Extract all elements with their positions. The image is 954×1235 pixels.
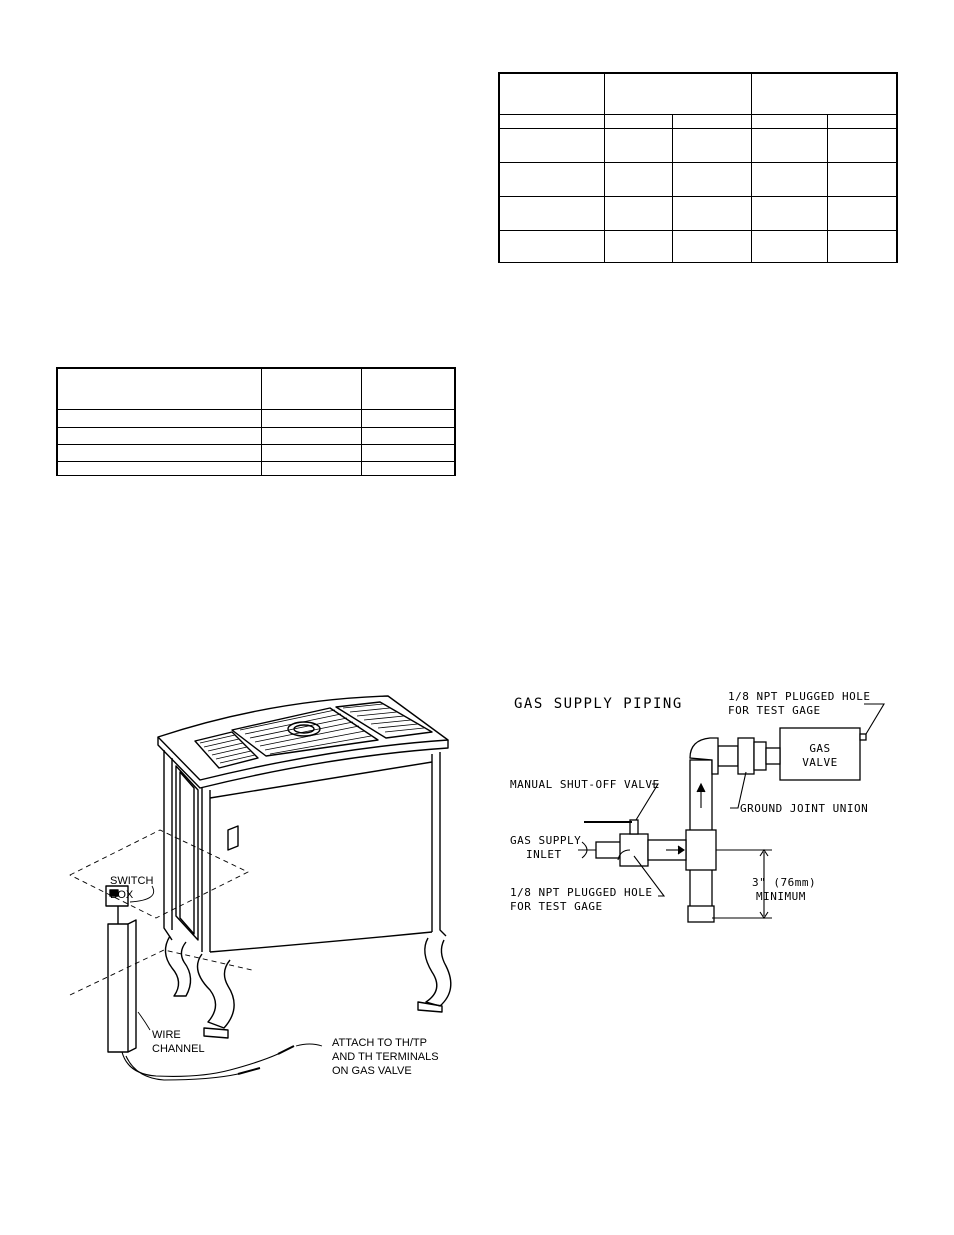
- piping-title: GAS SUPPLY PIPING: [514, 696, 683, 712]
- table-row: [500, 163, 897, 197]
- table-row: [500, 129, 897, 163]
- table-row: [58, 428, 455, 445]
- table-row: [58, 410, 455, 428]
- attach-label: AND TH TERMINALS: [332, 1051, 439, 1063]
- wire-channel-label: WIRE: [152, 1029, 181, 1041]
- table-header-cell: [605, 74, 752, 115]
- table-header-cell: [262, 369, 361, 410]
- gas-supply-inlet-label: GAS SUPPLY: [510, 834, 582, 847]
- table-row: [58, 462, 455, 476]
- heater-wiring-figure: [60, 690, 460, 1090]
- plugged-hole-bottom-label: 1/8 NPT PLUGGED HOLE: [510, 886, 653, 899]
- table-header-cell: [361, 369, 454, 410]
- plugged-hole-bottom-label: FOR TEST GAGE: [510, 900, 603, 913]
- minimum-label: 3" (76mm): [752, 876, 817, 889]
- table-row: [500, 231, 897, 263]
- table-header-cell: [500, 74, 605, 115]
- minimum-label: MINIMUM: [756, 890, 806, 903]
- manual-shutoff-label: MANUAL SHUT-OFF VALVE: [510, 778, 660, 791]
- table-row: [58, 445, 455, 462]
- wire-channel-label: CHANNEL: [152, 1043, 205, 1055]
- gas-valve-label: VALVE: [802, 756, 838, 769]
- gas-valve-label: GAS: [809, 742, 831, 755]
- attach-label: ATTACH TO TH/TP: [332, 1037, 427, 1049]
- gas-supply-piping-figure: [500, 680, 900, 940]
- switch-box-label: SWITCH: [110, 875, 154, 887]
- plugged-hole-top-label: FOR TEST GAGE: [728, 704, 821, 717]
- plugged-hole-top-label: 1/8 NPT PLUGGED HOLE: [728, 690, 871, 703]
- gas-supply-inlet-label: INLET: [526, 848, 562, 861]
- specification-table-left: [56, 367, 456, 476]
- table-row: [500, 197, 897, 231]
- specification-table-top: [498, 72, 898, 263]
- table-header-cell: [752, 74, 897, 115]
- table-header-cell: [58, 369, 262, 410]
- ground-joint-union-label: GROUND JOINT UNION: [740, 802, 869, 815]
- attach-label: ON GAS VALVE: [332, 1065, 412, 1077]
- switch-box-label: BOX: [110, 889, 134, 901]
